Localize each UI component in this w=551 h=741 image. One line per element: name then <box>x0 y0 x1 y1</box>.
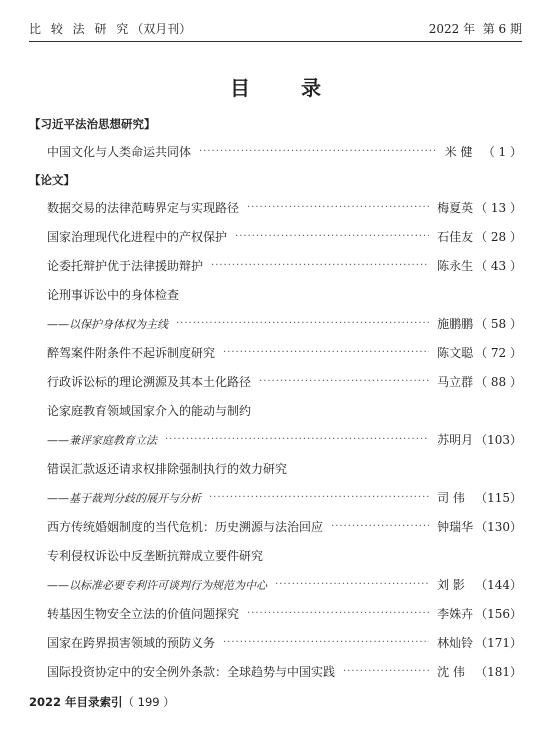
toc-entry-title[interactable] <box>29 280 522 309</box>
article-title: 西方传统婚姻制度的当代危机：历史溯源与法治回应 <box>47 520 324 534</box>
annual-index-label: 2022 年目录索引 <box>29 694 123 709</box>
toc-entry[interactable] <box>29 512 522 541</box>
leader-dots <box>199 146 437 157</box>
article-subtitle: ——以标准必要专利许可谈判行为规范为中心 <box>47 578 267 592</box>
article-page: （ 43 ） <box>475 259 522 273</box>
toc-entry[interactable] <box>29 367 522 396</box>
leader-dots <box>259 376 429 387</box>
toc-entry-title[interactable] <box>29 541 522 570</box>
running-header <box>29 20 522 42</box>
journal-frequency: （双月刊） <box>131 22 192 36</box>
section-heading: 【论文】 <box>29 172 75 187</box>
article-title: 数据交易的法律范畴界定与实现路径 <box>47 201 240 215</box>
article-author: 沈 伟 <box>437 665 465 679</box>
article-title: 行政诉讼标的理论溯源及其本土化路径 <box>47 375 252 389</box>
article-page: （ 58 ） <box>475 317 522 331</box>
article-author: 米 健 <box>444 145 473 159</box>
article-page: （ 1 ） <box>482 145 522 159</box>
article-title: 论委托辩护优于法律援助辩护 <box>47 259 204 273</box>
article-author: 梅夏英 <box>437 201 474 215</box>
leader-dots <box>165 434 429 445</box>
article-title: 论刑事诉讼中的身体检查 <box>47 288 180 302</box>
article-title: 转基因生物安全立法的价值问题探究 <box>47 607 240 621</box>
article-page: （144） <box>475 578 522 592</box>
leader-dots <box>247 608 429 619</box>
article-title: 国家在跨界损害领域的预防义务 <box>47 636 216 650</box>
article-page: （ 28 ） <box>475 230 522 244</box>
article-author: 陈永生 <box>437 259 474 273</box>
issue-info: 2022 年 第 6 期 <box>428 22 522 36</box>
leader-dots <box>247 202 429 213</box>
leader-dots <box>209 492 429 503</box>
article-page: （ 13 ） <box>475 201 522 215</box>
toc-entry[interactable] <box>29 599 522 628</box>
article-author: 李姝卉 <box>437 607 474 621</box>
leader-dots <box>176 318 429 329</box>
annual-index-entry[interactable] <box>29 688 522 715</box>
section-heading: 【习近平法治思想研究】 <box>29 116 156 131</box>
toc-entry[interactable] <box>29 657 522 686</box>
article-author: 马立群 <box>437 375 474 389</box>
article-title: 中国文化与人类命运共同体 <box>47 145 192 159</box>
toc-entry[interactable] <box>29 483 522 512</box>
article-author: 苏明月 <box>437 433 474 447</box>
issue-number: 第 6 期 <box>482 22 522 36</box>
table-of-contents <box>29 110 522 715</box>
article-title: 国家治理现代化进程中的产权保护 <box>47 230 228 244</box>
annual-index-page: （ 199 ） <box>122 694 175 709</box>
toc-entry[interactable] <box>29 425 522 454</box>
leader-dots <box>343 666 429 677</box>
article-author: 司 伟 <box>437 491 465 505</box>
leader-dots <box>275 579 429 590</box>
article-page: （ 88 ） <box>475 375 522 389</box>
article-page: （ 72 ） <box>475 346 522 360</box>
article-subtitle: ——以保护身体权为主线 <box>47 317 168 331</box>
page-title: 目 录 <box>230 76 343 100</box>
article-author: 林灿铃 <box>437 636 474 650</box>
leader-dots <box>223 637 429 648</box>
toc-entry[interactable] <box>29 309 522 338</box>
article-author: 施鹏鹏 <box>437 317 474 331</box>
article-title: 专利侵权诉讼中反垄断抗辩成立要件研究 <box>47 549 264 563</box>
article-subtitle: ——兼评家庭教育立法 <box>47 433 157 447</box>
toc-entry[interactable] <box>29 222 522 251</box>
article-page: （156） <box>475 607 522 621</box>
article-page: （171） <box>475 636 522 650</box>
article-author: 陈文聪 <box>437 346 474 360</box>
leader-dots <box>331 521 429 532</box>
article-title: 错误汇款返还请求权排除强制执行的效力研究 <box>47 462 288 476</box>
article-author: 石佳友 <box>437 230 474 244</box>
article-page: （103） <box>475 433 522 447</box>
leader-dots <box>235 231 429 242</box>
leader-dots <box>211 260 429 271</box>
article-subtitle: ——基于裁判分歧的展开与分析 <box>47 491 201 505</box>
article-author: 刘 影 <box>437 578 465 592</box>
toc-entry-title[interactable] <box>29 396 522 425</box>
article-title: 论家庭教育领域国家介入的能动与制约 <box>47 404 252 418</box>
toc-entry[interactable] <box>29 570 522 599</box>
article-page: （181） <box>475 665 522 679</box>
article-title: 醉驾案件附条件不起诉制度研究 <box>47 346 216 360</box>
toc-entry[interactable] <box>29 137 522 166</box>
toc-entry[interactable] <box>29 251 522 280</box>
article-page: （130） <box>475 520 522 534</box>
article-page: （115） <box>475 491 522 505</box>
toc-entry-title[interactable] <box>29 454 522 483</box>
journal-name: 比 较 法 研 究（双月刊） <box>29 22 192 36</box>
article-author: 钟瑞华 <box>437 520 474 534</box>
toc-entry[interactable] <box>29 628 522 657</box>
leader-dots <box>223 347 429 358</box>
toc-entry[interactable] <box>29 193 522 222</box>
toc-entry[interactable] <box>29 338 522 367</box>
article-title: 国际投资协定中的安全例外条款：全球趋势与中国实践 <box>47 665 336 679</box>
